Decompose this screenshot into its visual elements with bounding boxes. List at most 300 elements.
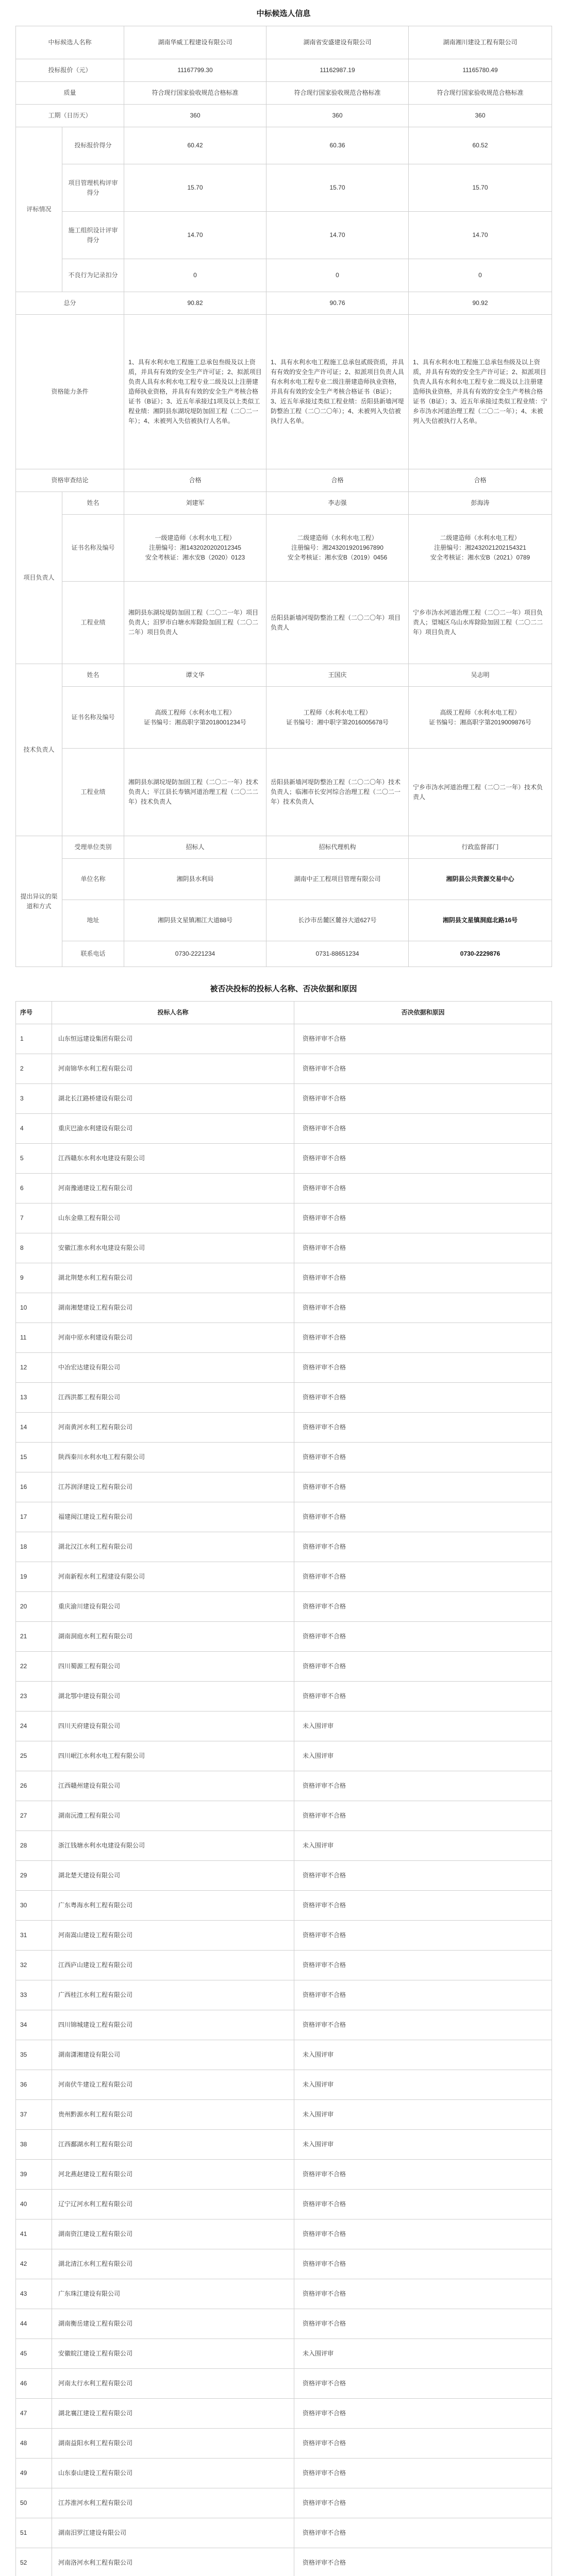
row-number: 29: [16, 1861, 52, 1891]
rejection-reason: 资格评审不合格: [294, 1771, 552, 1801]
bidder-name: 浙江钱塘水利水电建设有限公司: [52, 1831, 294, 1861]
bidder-name: 湖南潇湘建设有限公司: [52, 2040, 294, 2070]
row-label: 受理单位类别: [62, 836, 124, 859]
table-row: [16, 1980, 552, 2010]
objection-unit-type: 招标人: [124, 836, 266, 859]
bidder-name: 山东恒远建设集团有限公司: [52, 1024, 294, 1054]
bidder-name: 贵州黔源水利工程有限公司: [52, 2100, 294, 2130]
tech-cert: 高级工程师（水利水电工程） 证书编号：湘高职字第2019009876号: [409, 687, 552, 749]
rejection-reason: 资格评审不合格: [294, 1233, 552, 1263]
rejection-reason: 未入围评审: [294, 1831, 552, 1861]
rejection-reason: 资格评审不合格: [294, 1861, 552, 1891]
rejected-bidders-table: [15, 1001, 552, 2576]
tech-name: 吴志明: [409, 664, 552, 687]
rejection-reason: 资格评审不合格: [294, 1443, 552, 1472]
rejection-reason: 资格评审不合格: [294, 1263, 552, 1293]
eval-design-score: 14.70: [124, 212, 266, 259]
row-number: 3: [16, 1084, 52, 1114]
column-header-name: 投标人名称: [52, 1002, 294, 1024]
pm-performance: 岳阳县新墙河堤防整治工程（二〇二〇年）项目负责人: [266, 582, 409, 664]
total-score-row: [16, 292, 552, 315]
row-label: 姓名: [62, 492, 124, 515]
eval-bad-record: 0: [124, 259, 266, 292]
objection-phone: 0730-2229876: [409, 941, 552, 967]
row-label: 不良行为记录扣分: [62, 259, 124, 292]
table-row: [16, 2279, 552, 2309]
row-number: 28: [16, 1831, 52, 1861]
pm-performance: 宁乡市沩水河道治理工程（二〇二一年）项目负责人；望城区乌山水库除险加固工程（二〇二二年）项目负责人: [409, 582, 552, 664]
qualification-row: [16, 315, 552, 469]
row-label: 施工组织设计评审得分: [62, 212, 124, 259]
table-row: [16, 1204, 552, 1233]
pm-group-label: 项目负责人: [16, 492, 62, 664]
bidder-name: 江西鄱湖水利工程有限公司: [52, 2130, 294, 2160]
pm-name: 刘建军: [124, 492, 266, 515]
table-row: [16, 2339, 552, 2369]
bidder-name: 湖北鄂中建设有限公司: [52, 1682, 294, 1711]
row-label: 地址: [62, 900, 124, 941]
row-number: 39: [16, 2160, 52, 2190]
table-row: [16, 2488, 552, 2518]
rejection-reason: 资格评审不合格: [294, 2518, 552, 2548]
bidder-name: 河南新程水利工程建设有限公司: [52, 1562, 294, 1592]
table-row: [16, 2219, 552, 2249]
rejected-table-body: [16, 1024, 552, 2576]
row-label: 姓名: [62, 664, 124, 687]
tech-cert: 高级工程师（水利水电工程） 证书编号：湘高职字第2018001234号: [124, 687, 266, 749]
bidder-name: 湖南沅澧工程有限公司: [52, 1801, 294, 1831]
bidder-name: 中冶宏达建设有限公司: [52, 1353, 294, 1383]
row-number: 37: [16, 2100, 52, 2130]
candidate-table: [15, 26, 552, 967]
table-row: [16, 2040, 552, 2070]
candidate-name: 湖南湘川建设工程有限公司: [409, 26, 552, 59]
row-label: 单位名称: [62, 859, 124, 900]
bidder-name: 河南黄河水利工程有限公司: [52, 1413, 294, 1443]
table-row: [16, 2130, 552, 2160]
table-row: [16, 1711, 552, 1741]
table-row: [16, 1263, 552, 1293]
row-number: 46: [16, 2369, 52, 2399]
bidder-name: 湖北荆楚水利工程有限公司: [52, 1263, 294, 1293]
row-number: 11: [16, 1323, 52, 1353]
row-label: 联系电话: [62, 941, 124, 967]
table-row: [16, 1383, 552, 1413]
bidder-name: 四川岷江水利水电工程有限公司: [52, 1741, 294, 1771]
rejection-reason: 资格评审不合格: [294, 1144, 552, 1174]
candidate-name: 湖南华威工程建设有限公司: [124, 26, 266, 59]
table-row: [16, 1622, 552, 1652]
table-row: [16, 1801, 552, 1831]
bidder-name: 湖南湘楚建设工程有限公司: [52, 1293, 294, 1323]
row-number: 21: [16, 1622, 52, 1652]
rejection-reason: 资格评审不合格: [294, 2459, 552, 2488]
row-number: 1: [16, 1024, 52, 1054]
row-label: 资格审查结论: [16, 469, 124, 492]
bidder-name: 河北燕赵建设工程有限公司: [52, 2160, 294, 2190]
bid-price: 11162987.19: [266, 59, 409, 82]
table-row: [16, 1144, 552, 1174]
table-row: [16, 1532, 552, 1562]
pm-performance: 湘阴县东湖垸堤防加固工程（二〇二一年）项目负责人；汨罗市白塘水库除险加固工程（二〇二二年）项目负责人: [124, 582, 266, 664]
table-row: [16, 1024, 552, 1054]
pm-cert: 二级建造师（水利水电工程） 注册编号：湘2432019201967890 安全考核证：湘水安B（2019）0456: [266, 515, 409, 582]
row-label: 质量: [16, 82, 124, 105]
rejection-reason: 资格评审不合格: [294, 1084, 552, 1114]
row-number: 45: [16, 2339, 52, 2369]
total-score: 90.76: [266, 292, 409, 315]
objection-unit-type: 招标代理机构: [266, 836, 409, 859]
total-score: 90.92: [409, 292, 552, 315]
row-label: 项目管理机构评审得分: [62, 164, 124, 212]
table-row: [16, 1652, 552, 1682]
pm-name: 李志强: [266, 492, 409, 515]
tech-cert-row: [16, 687, 552, 749]
total-score: 90.82: [124, 292, 266, 315]
table-row: [16, 2429, 552, 2459]
bidder-name: 江西庐山建设工程有限公司: [52, 1951, 294, 1980]
tech-name: 王国庆: [266, 664, 409, 687]
table-row: [16, 2190, 552, 2219]
bidder-name: 湖南资江建设工程有限公司: [52, 2219, 294, 2249]
row-number: 48: [16, 2429, 52, 2459]
row-number: 15: [16, 1443, 52, 1472]
rejection-reason: 资格评审不合格: [294, 1951, 552, 1980]
rejection-reason: 资格评审不合格: [294, 2249, 552, 2279]
row-label: 工程业绩: [62, 749, 124, 836]
row-number: 44: [16, 2309, 52, 2339]
eval-org-row: [16, 164, 552, 212]
row-number: 18: [16, 1532, 52, 1562]
row-number: 6: [16, 1174, 52, 1204]
table-row: [16, 1054, 552, 1084]
row-number: 27: [16, 1801, 52, 1831]
quality-row: [16, 82, 552, 105]
bidder-name: 山东泰山建设工程有限公司: [52, 2459, 294, 2488]
bidder-name: 安徽皖江建设工程有限公司: [52, 2339, 294, 2369]
row-number: 2: [16, 1054, 52, 1084]
eval-design-score: 14.70: [409, 212, 552, 259]
table-row: [16, 1233, 552, 1263]
rejection-reason: 资格评审不合格: [294, 1383, 552, 1413]
rejection-reason: 资格评审不合格: [294, 2399, 552, 2429]
bidder-name: 广东粤海水利工程有限公司: [52, 1891, 294, 1921]
rejection-reason: 未入围评审: [294, 2040, 552, 2070]
eval-bad-record: 0: [409, 259, 552, 292]
row-number: 23: [16, 1682, 52, 1711]
table-row: [16, 1861, 552, 1891]
eval-price-score: 60.36: [266, 127, 409, 164]
review-result: 合格: [266, 469, 409, 492]
bidder-name: 河南锦华水利工程有限公司: [52, 1054, 294, 1084]
qualification-text: 1、具有水利水电工程施工总承包叁级及以上资质，并具有有效的安全生产许可证；2、拟派项目负责人具有水利水电工程专业二级及以上注册建造师执业资格，并具有有效的安全生产考核合格证书（B证）；3、近五年承接过类似工程业绩：宁乡市沩水河道治理工程（二〇二一年）；4、未被列入失信被执行人名单。: [409, 315, 552, 469]
rejection-reason: 资格评审不合格: [294, 2190, 552, 2219]
table-row: [16, 1741, 552, 1771]
table-row: [16, 2399, 552, 2429]
candidate-name-row: [16, 26, 552, 59]
pm-cert: 一级建造师（水利水电工程） 注册编号：湘1432020202012345 安全考核证：湘水安B（2020）0123: [124, 515, 266, 582]
quality-value: 符合现行国家验收规范合格标准: [409, 82, 552, 105]
table-row: [16, 1771, 552, 1801]
pm-name: 彭海涛: [409, 492, 552, 515]
row-number: 30: [16, 1891, 52, 1921]
objection-phone-row: [16, 941, 552, 967]
bidder-name: 辽宁辽河水利工程有限公司: [52, 2190, 294, 2219]
rejected-section-title: 被否决投标的投标人名称、否决依据和原因: [210, 985, 357, 993]
bidder-name: 四川天府建设有限公司: [52, 1711, 294, 1741]
rejection-reason: 资格评审不合格: [294, 1353, 552, 1383]
bidder-name: 江西洪都工程有限公司: [52, 1383, 294, 1413]
objection-address: 长沙市岳麓区麓谷大道627号: [266, 900, 409, 941]
objection-phone: 0731-88651234: [266, 941, 409, 967]
row-number: 5: [16, 1144, 52, 1174]
rejection-reason: 资格评审不合格: [294, 1174, 552, 1204]
bidder-name: 湖北清江水利工程有限公司: [52, 2249, 294, 2279]
announcement-page: [15, 2, 552, 2576]
row-number: 51: [16, 2518, 52, 2548]
row-number: 52: [16, 2548, 52, 2576]
rejection-reason: 资格评审不合格: [294, 2279, 552, 2309]
eval-org-score: 15.70: [124, 164, 266, 212]
row-number: 10: [16, 1293, 52, 1323]
row-number: 34: [16, 2010, 52, 2040]
table-row: [16, 1502, 552, 1532]
pm-cert: 二级建造师（水利水电工程） 注册编号：湘2432021202154321 安全考核证：湘水安B（2021）0789: [409, 515, 552, 582]
row-number: 49: [16, 2459, 52, 2488]
rejection-reason: 资格评审不合格: [294, 1622, 552, 1652]
bidder-name: 福建闽江建设工程有限公司: [52, 1502, 294, 1532]
row-label: 中标候选人名称: [16, 26, 124, 59]
rejection-reason: 未入围评审: [294, 2070, 552, 2100]
rejection-reason: 资格评审不合格: [294, 1472, 552, 1502]
duration-value: 360: [266, 105, 409, 127]
table-row: [16, 1443, 552, 1472]
rejection-reason: 资格评审不合格: [294, 1592, 552, 1622]
review-result: 合格: [124, 469, 266, 492]
row-number: 31: [16, 1921, 52, 1951]
review-row: [16, 469, 552, 492]
eval-price-score: 60.42: [124, 127, 266, 164]
table-header-row: [16, 1002, 552, 1024]
tech-cert: 工程师（水利水电工程） 证书编号：湘中职字第2016005678号: [266, 687, 409, 749]
objection-phone: 0730-2221234: [124, 941, 266, 967]
bidder-name: 河南伏牛建设工程有限公司: [52, 2070, 294, 2100]
objection-type-row: [16, 836, 552, 859]
row-number: 38: [16, 2130, 52, 2160]
row-number: 32: [16, 1951, 52, 1980]
bidder-name: 河南嵩山建设工程有限公司: [52, 1921, 294, 1951]
row-number: 25: [16, 1741, 52, 1771]
review-result: 合格: [409, 469, 552, 492]
row-number: 50: [16, 2488, 52, 2518]
eval-price-score: 60.52: [409, 127, 552, 164]
tech-group-label: 技术负责人: [16, 664, 62, 836]
objection-unit-row: [16, 859, 552, 900]
objection-unit-type: 行政监督部门: [409, 836, 552, 859]
row-label: 投标报价（元）: [16, 59, 124, 82]
tech-performance: 湘阴县东湖垸堤防加固工程（二〇二一年）技术负责人；平江县长寿镇河道治理工程（二〇二二年）技术负责人: [124, 749, 266, 836]
row-label: 资格能力条件: [16, 315, 124, 469]
row-number: 7: [16, 1204, 52, 1233]
table-row: [16, 2100, 552, 2130]
bidder-name: 湖南汨罗江建设有限公司: [52, 2518, 294, 2548]
bidder-name: 重庆巴渝水利建设有限公司: [52, 1114, 294, 1144]
row-number: 22: [16, 1652, 52, 1682]
bidder-name: 河南中原水利建设有限公司: [52, 1323, 294, 1353]
eval-design-row: [16, 212, 552, 259]
bidder-name: 广东珠江建设有限公司: [52, 2279, 294, 2309]
table-row: [16, 1921, 552, 1951]
table-row: [16, 1084, 552, 1114]
qualification-text: 1、具有水利水电工程施工总承包贰级资质，并具有有效的安全生产许可证；2、拟派项目负责人具有水利水电工程专业二级注册建造师执业资格，并具有有效的安全生产考核合格证书（B证）；3、近五年承接过类似工程业绩：岳阳县新墙河堤防整治工程（二〇二〇年）；4、未被列入失信被执行人名单。: [266, 315, 409, 469]
row-number: 42: [16, 2249, 52, 2279]
rejection-reason: 资格评审不合格: [294, 1891, 552, 1921]
row-number: 41: [16, 2219, 52, 2249]
pm-name-row: [16, 492, 552, 515]
objection-group-label: 提出异议的渠道和方式: [16, 836, 62, 967]
row-number: 12: [16, 1353, 52, 1383]
row-label: 工程业绩: [62, 582, 124, 664]
section-spacer: [15, 967, 552, 977]
table-row: [16, 1831, 552, 1861]
rejection-reason: 资格评审不合格: [294, 1921, 552, 1951]
objection-unit: 湖南中正工程项目管理有限公司: [266, 859, 409, 900]
rejection-reason: 资格评审不合格: [294, 2010, 552, 2040]
objection-address: 湘阴县文星镇洞庭北路16号: [409, 900, 552, 941]
rejection-reason: 资格评审不合格: [294, 1413, 552, 1443]
table-row: [16, 2070, 552, 2100]
row-number: 17: [16, 1502, 52, 1532]
bidder-name: 重庆渝川建设有限公司: [52, 1592, 294, 1622]
rejection-reason: 资格评审不合格: [294, 1054, 552, 1084]
tech-name-row: [16, 664, 552, 687]
row-number: 4: [16, 1114, 52, 1144]
column-header-no: 序号: [16, 1002, 52, 1024]
rejection-reason: 资格评审不合格: [294, 2369, 552, 2399]
bidder-name: 河南豫通建设工程有限公司: [52, 1174, 294, 1204]
bidder-name: 安徽江淮水利水电建设有限公司: [52, 1233, 294, 1263]
row-number: 33: [16, 1980, 52, 2010]
candidates-section-title: 中标候选人信息: [256, 9, 311, 18]
objection-address: 湘阴县文星镇湘江大道88号: [124, 900, 266, 941]
eval-bad-record: 0: [266, 259, 409, 292]
row-number: 35: [16, 2040, 52, 2070]
table-row: [16, 1472, 552, 1502]
table-row: [16, 2309, 552, 2339]
table-row: [16, 2548, 552, 2576]
rejection-reason: 资格评审不合格: [294, 1502, 552, 1532]
row-number: 26: [16, 1771, 52, 1801]
objection-unit: 湘阴县水利局: [124, 859, 266, 900]
bidder-name: 湖北襄江建设工程有限公司: [52, 2399, 294, 2429]
tech-performance: 岳阳县新墙河堤防整治工程（二〇二〇年）技术负责人；临湘市长安河综合治理工程（二〇二一年）技术负责人: [266, 749, 409, 836]
row-number: 19: [16, 1562, 52, 1592]
duration-value: 360: [409, 105, 552, 127]
duration-row: [16, 105, 552, 127]
table-row: [16, 1562, 552, 1592]
table-row: [16, 2369, 552, 2399]
qualification-text: 1、具有水利水电工程施工总承包叁级及以上资质，并具有有效的安全生产许可证；2、拟派项目负责人具有水利水电工程专业二级及以上注册建造师执业资格，并具有有效的安全生产考核合格证书（B证）；3、近五年承接过1项及以上类似工程业绩：湘阴县东湖垸堤防加固工程（二〇二一年）；4、未被列入失信被执行人名单。: [124, 315, 266, 469]
bidder-name: 广西桂江水利工程有限公司: [52, 1980, 294, 2010]
table-row: [16, 1293, 552, 1323]
row-number: 36: [16, 2070, 52, 2100]
bidder-name: 湖南洞庭水利工程有限公司: [52, 1622, 294, 1652]
rejection-reason: 资格评审不合格: [294, 2429, 552, 2459]
rejection-reason: 资格评审不合格: [294, 2548, 552, 2576]
table-row: [16, 2010, 552, 2040]
bidder-name: 湖南衡岳建设工程有限公司: [52, 2309, 294, 2339]
table-row: [16, 1114, 552, 1144]
rejection-reason: 资格评审不合格: [294, 1682, 552, 1711]
duration-value: 360: [124, 105, 266, 127]
table-row: [16, 1413, 552, 1443]
row-label: 工期（日历天）: [16, 105, 124, 127]
rejection-reason: 资格评审不合格: [294, 2309, 552, 2339]
evaluation-group-label: 评标情况: [16, 127, 62, 292]
rejection-reason: 资格评审不合格: [294, 2488, 552, 2518]
row-label: 证书名称及编号: [62, 687, 124, 749]
rejection-reason: 资格评审不合格: [294, 1562, 552, 1592]
tech-performance: 宁乡市沩水河道治理工程（二〇二一年）技术负责人: [409, 749, 552, 836]
rejection-reason: 资格评审不合格: [294, 1652, 552, 1682]
rejection-reason: 资格评审不合格: [294, 1114, 552, 1144]
bid-price: 11167799.30: [124, 59, 266, 82]
table-row: [16, 2459, 552, 2488]
table-row: [16, 1682, 552, 1711]
row-number: 14: [16, 1413, 52, 1443]
rejection-reason: 未入围评审: [294, 1711, 552, 1741]
row-label: 投标报价得分: [62, 127, 124, 164]
rejection-reason: 未入围评审: [294, 2339, 552, 2369]
table-row: [16, 2249, 552, 2279]
bid-price: 11165780.49: [409, 59, 552, 82]
tech-name: 谭文华: [124, 664, 266, 687]
table-row: [16, 1891, 552, 1921]
quality-value: 符合现行国家验收规范合格标准: [124, 82, 266, 105]
bidder-name: 江西赣州建设有限公司: [52, 1771, 294, 1801]
table-row: [16, 1174, 552, 1204]
rejection-reason: 资格评审不合格: [294, 1323, 552, 1353]
row-number: 24: [16, 1711, 52, 1741]
row-number: 13: [16, 1383, 52, 1413]
table-row: [16, 1951, 552, 1980]
eval-org-score: 15.70: [266, 164, 409, 212]
rejection-reason: 资格评审不合格: [294, 1532, 552, 1562]
row-number: 20: [16, 1592, 52, 1622]
rejection-reason: 资格评审不合格: [294, 1980, 552, 2010]
bidder-name: 陕西秦川水利水电工程有限公司: [52, 1443, 294, 1472]
table-row: [16, 2518, 552, 2548]
rejection-reason: 未入围评审: [294, 2100, 552, 2130]
objection-address-row: [16, 900, 552, 941]
bidder-name: 山东金鼎工程有限公司: [52, 1204, 294, 1233]
eval-design-score: 14.70: [266, 212, 409, 259]
candidate-name: 湖南省安盛建设有限公司: [266, 26, 409, 59]
rejection-reason: 资格评审不合格: [294, 1801, 552, 1831]
quality-value: 符合现行国家验收规范合格标准: [266, 82, 409, 105]
eval-bad-record-row: [16, 259, 552, 292]
bidder-name: 湖北楚天建设有限公司: [52, 1861, 294, 1891]
rejection-reason: 未入围评审: [294, 2130, 552, 2160]
objection-unit: 湘阴县公共资源交易中心: [409, 859, 552, 900]
row-number: 16: [16, 1472, 52, 1502]
row-number: 40: [16, 2190, 52, 2219]
eval-price-row: [16, 127, 552, 164]
row-number: 8: [16, 1233, 52, 1263]
bidder-name: 四川蜀源工程有限公司: [52, 1652, 294, 1682]
table-row: [16, 1353, 552, 1383]
bidder-name: 湖北长江路桥建设有限公司: [52, 1084, 294, 1114]
